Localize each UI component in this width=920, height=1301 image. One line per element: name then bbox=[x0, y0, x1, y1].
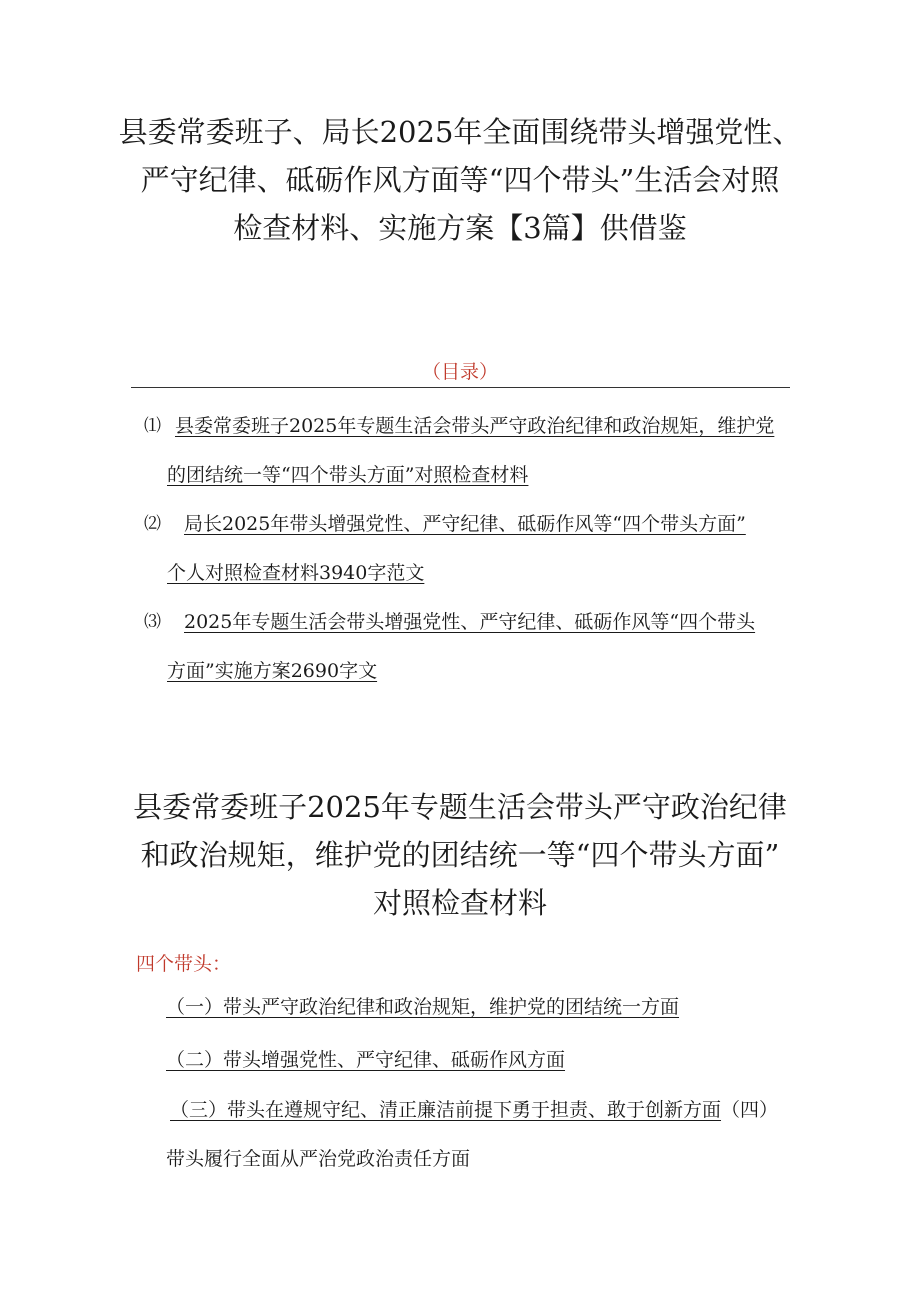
toc-item-1 bbox=[130, 402, 810, 500]
document-title-line-2: 严守纪律、砥砺作风方面等“四个带头”生活会对照 bbox=[140, 163, 780, 197]
toc-link-2-line-1[interactable]: 局长2025年带头增强党性、严守纪律、砥砺作风等“四个带头方面” bbox=[184, 513, 746, 535]
section-title-line-3: 对照检查材料 bbox=[372, 886, 547, 920]
four-leads-item-3-text: （三）带头在遵规守纪、清正廉洁前提下勇于担责、敢于创新方面 bbox=[170, 1099, 722, 1121]
four-leads-item-4-prefix: （四） bbox=[721, 1099, 779, 1121]
toc-link-3-line-1[interactable]: 2025年专题生活会带头增强党性、严守纪律、砥砺作风等“四个带头 bbox=[184, 611, 756, 633]
document-title bbox=[100, 108, 820, 252]
toc-item-number: ⑶ bbox=[144, 612, 161, 632]
toc-divider bbox=[131, 387, 790, 388]
toc-item-number: ⑴ bbox=[144, 416, 161, 436]
toc-item-3 bbox=[130, 598, 810, 696]
document-title-line-3: 检查材料、实施方案【3篇】供借鉴 bbox=[233, 211, 687, 245]
toc-link-3-line-2[interactable]: 方面”实施方案2690字文 bbox=[167, 660, 378, 682]
four-leads-item-1: （一）带头严守政治纪律和政治规矩，维护党的团结统一方面 bbox=[166, 996, 680, 1018]
section-title-line-2: 和政治规矩，维护党的团结统一等“四个带头方面” bbox=[140, 838, 780, 872]
toc-link-1-line-2[interactable]: 的团结统一等“四个带头方面”对照检查材料 bbox=[167, 464, 529, 486]
section-title bbox=[100, 783, 820, 927]
document-title-line-1: 县委常委班子、局长2025年全面围绕带头增强党性、 bbox=[118, 115, 802, 149]
four-leads-item-2: （二）带头增强党性、严守纪律、砥砺作风方面 bbox=[166, 1049, 566, 1071]
section-title-line-1: 县委常委班子2025年专题生活会带头严守政治纪律 bbox=[133, 790, 787, 824]
toc-item-2 bbox=[130, 500, 810, 598]
four-leads-item-4: 带头履行全面从严治党政治责任方面 bbox=[166, 1148, 471, 1170]
toc-link-2-line-2[interactable]: 个人对照检查材料3940字范文 bbox=[167, 562, 425, 584]
toc-heading: （目录） bbox=[421, 361, 498, 383]
four-leads-label: 四个带头： bbox=[136, 953, 232, 975]
four-leads-item-3 bbox=[170, 1096, 778, 1124]
table-of-contents bbox=[130, 402, 810, 696]
toc-item-number: ⑵ bbox=[144, 514, 161, 534]
toc-link-1-line-1[interactable]: 县委常委班子2025年专题生活会带头严守政治纪律和政治规矩，维护党 bbox=[175, 415, 775, 437]
